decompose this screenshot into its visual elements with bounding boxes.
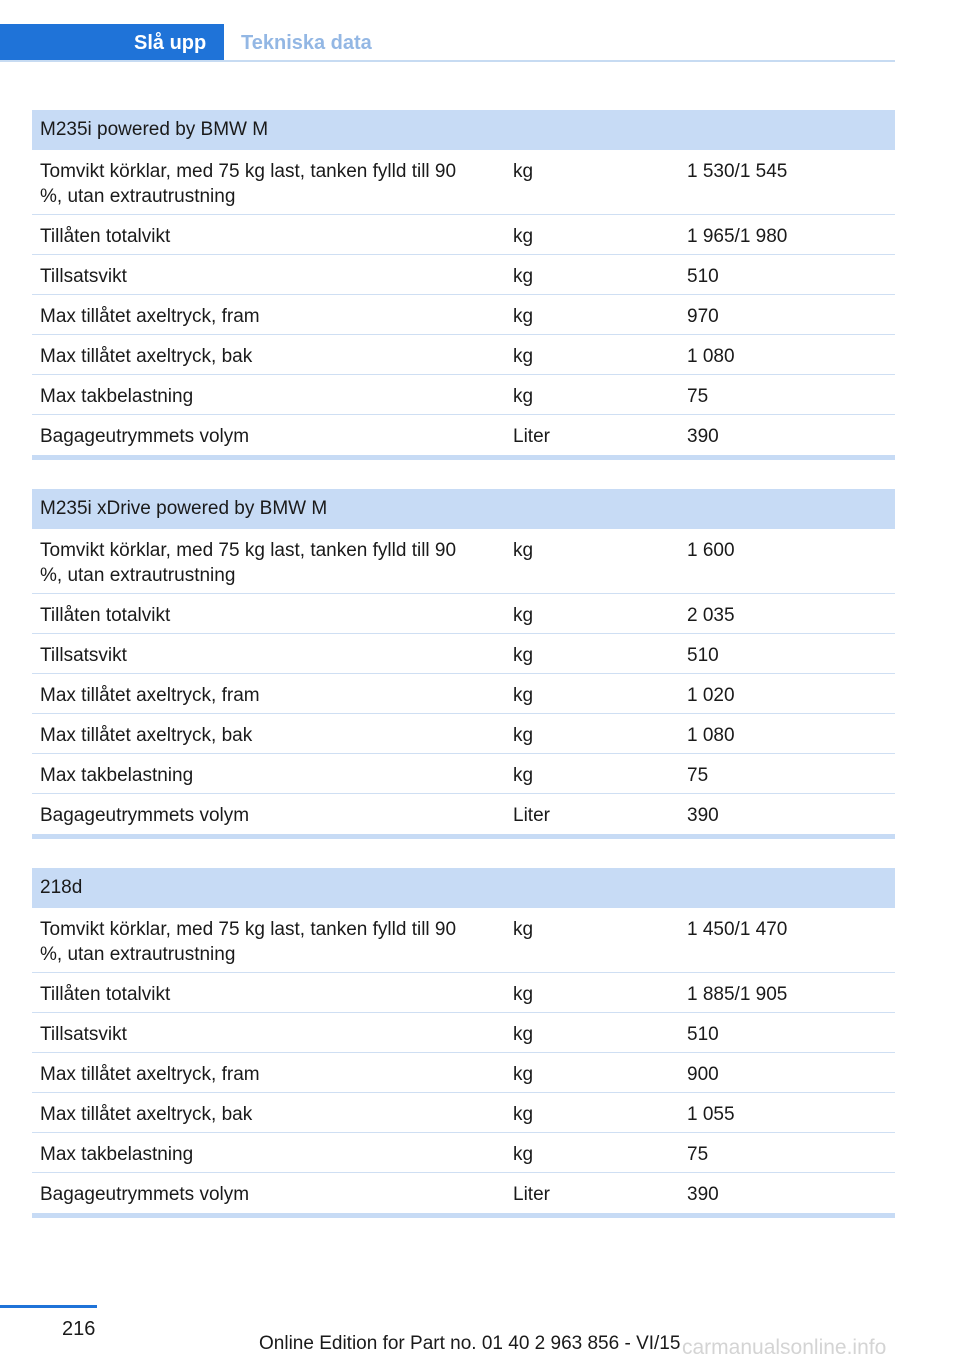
row-unit: kg [513,346,534,367]
tab-sla-upp[interactable]: Slå upp [0,24,224,62]
spec-table-218d [32,868,895,1218]
table-row [32,415,895,454]
table-row [32,335,895,375]
tab-tekniska-data[interactable]: Tekniska data [241,32,372,54]
row-unit: kg [513,1064,534,1085]
table-footer-rule [32,1213,895,1218]
table-row [32,1053,895,1093]
page-number: 216 [62,1318,96,1340]
row-label: Max tillåtet axeltryck, fram [40,685,260,706]
row-unit: kg [513,1104,534,1125]
table-row [32,150,895,215]
row-label: Max tillåtet axeltryck, fram [40,1064,260,1085]
table-header: 218d [32,868,895,908]
row-label: Max tillåtet axeltryck, bak [40,1104,253,1125]
row-label: Tillsatsvikt [40,266,127,287]
row-label: Max takbelastning [40,386,194,407]
row-value: 970 [687,306,719,327]
row-label: Tomvikt körklar, med 75 kg last, tanken fylld till 90 %, utan extrautrustning [40,161,457,207]
table-row [32,594,895,634]
row-unit: kg [513,1144,534,1165]
row-value: 900 [687,1064,719,1085]
row-value: 1 450/1 470 [687,919,788,940]
row-value: 1 020 [687,685,735,706]
table-row [32,714,895,754]
row-unit: kg [513,266,534,287]
row-label: Tomvikt körklar, med 75 kg last, tanken fylld till 90 %, utan extrautrustning [40,540,457,586]
spec-table-m235i [32,110,895,460]
row-value: 390 [687,805,719,826]
watermark-text: carmanualsonline.info [682,1336,887,1359]
edition-text: Online Edition for Part no. 01 40 2 963 856 - VI/15 [259,1333,681,1354]
row-value: 390 [687,426,719,447]
header-rule [0,60,895,62]
row-label: Tomvikt körklar, med 75 kg last, tanken fylld till 90 %, utan extrautrustning [40,919,457,965]
row-unit: kg [513,1024,534,1045]
table-row [32,375,895,415]
row-label: Bagageutrymmets volym [40,1184,250,1205]
row-value: 2 035 [687,605,735,626]
table-header: M235i xDrive powered by BMW M [32,489,895,529]
row-label: Bagageutrymmets volym [40,426,250,447]
row-value: 75 [687,765,709,786]
table-row [32,754,895,794]
row-value: 1 055 [687,1104,735,1125]
row-unit: kg [513,919,534,940]
page-number-rule [0,1305,97,1308]
row-value: 1 080 [687,725,735,746]
table-row [32,1133,895,1173]
row-value: 510 [687,266,719,287]
table-row [32,529,895,594]
row-unit: kg [513,540,534,561]
row-unit: kg [513,386,534,407]
row-label: Tillåten totalvikt [40,226,171,247]
row-value: 1 600 [687,540,735,561]
row-unit: kg [513,984,534,1005]
row-unit: Liter [513,426,550,447]
row-unit: kg [513,765,534,786]
row-label: Tillsatsvikt [40,645,127,666]
table-footer-rule [32,455,895,460]
row-label: Max takbelastning [40,1144,194,1165]
row-label: Bagageutrymmets volym [40,805,250,826]
table-row [32,215,895,255]
table-header: M235i powered by BMW M [32,110,895,150]
row-value: 1 080 [687,346,735,367]
row-label: Tillåten totalvikt [40,984,171,1005]
top-navigation [0,24,895,62]
table-row [32,973,895,1013]
table-row [32,295,895,335]
row-unit: kg [513,226,534,247]
table-row [32,674,895,714]
row-unit: Liter [513,1184,550,1205]
row-value: 390 [687,1184,719,1205]
row-value: 75 [687,386,709,407]
row-unit: Liter [513,805,550,826]
table-row [32,1013,895,1053]
row-label: Max takbelastning [40,765,194,786]
row-value: 1 965/1 980 [687,226,788,247]
row-label: Max tillåtet axeltryck, bak [40,346,253,367]
row-unit: kg [513,645,534,666]
row-unit: kg [513,161,534,182]
table-row [32,794,895,833]
table-row [32,634,895,674]
row-value: 1 530/1 545 [687,161,788,182]
row-unit: kg [513,306,534,327]
row-unit: kg [513,685,534,706]
row-value: 75 [687,1144,709,1165]
table-row [32,1093,895,1133]
row-value: 510 [687,645,719,666]
row-unit: kg [513,725,534,746]
row-label: Max tillåtet axeltryck, fram [40,306,260,327]
row-label: Tillsatsvikt [40,1024,127,1045]
row-label: Max tillåtet axeltryck, bak [40,725,253,746]
spec-table-m235i-xdrive [32,489,895,839]
table-row [32,908,895,973]
table-footer-rule [32,834,895,839]
row-unit: kg [513,605,534,626]
table-row [32,255,895,295]
row-label: Tillåten totalvikt [40,605,171,626]
table-row [32,1173,895,1212]
row-value: 510 [687,1024,719,1045]
row-value: 1 885/1 905 [687,984,788,1005]
